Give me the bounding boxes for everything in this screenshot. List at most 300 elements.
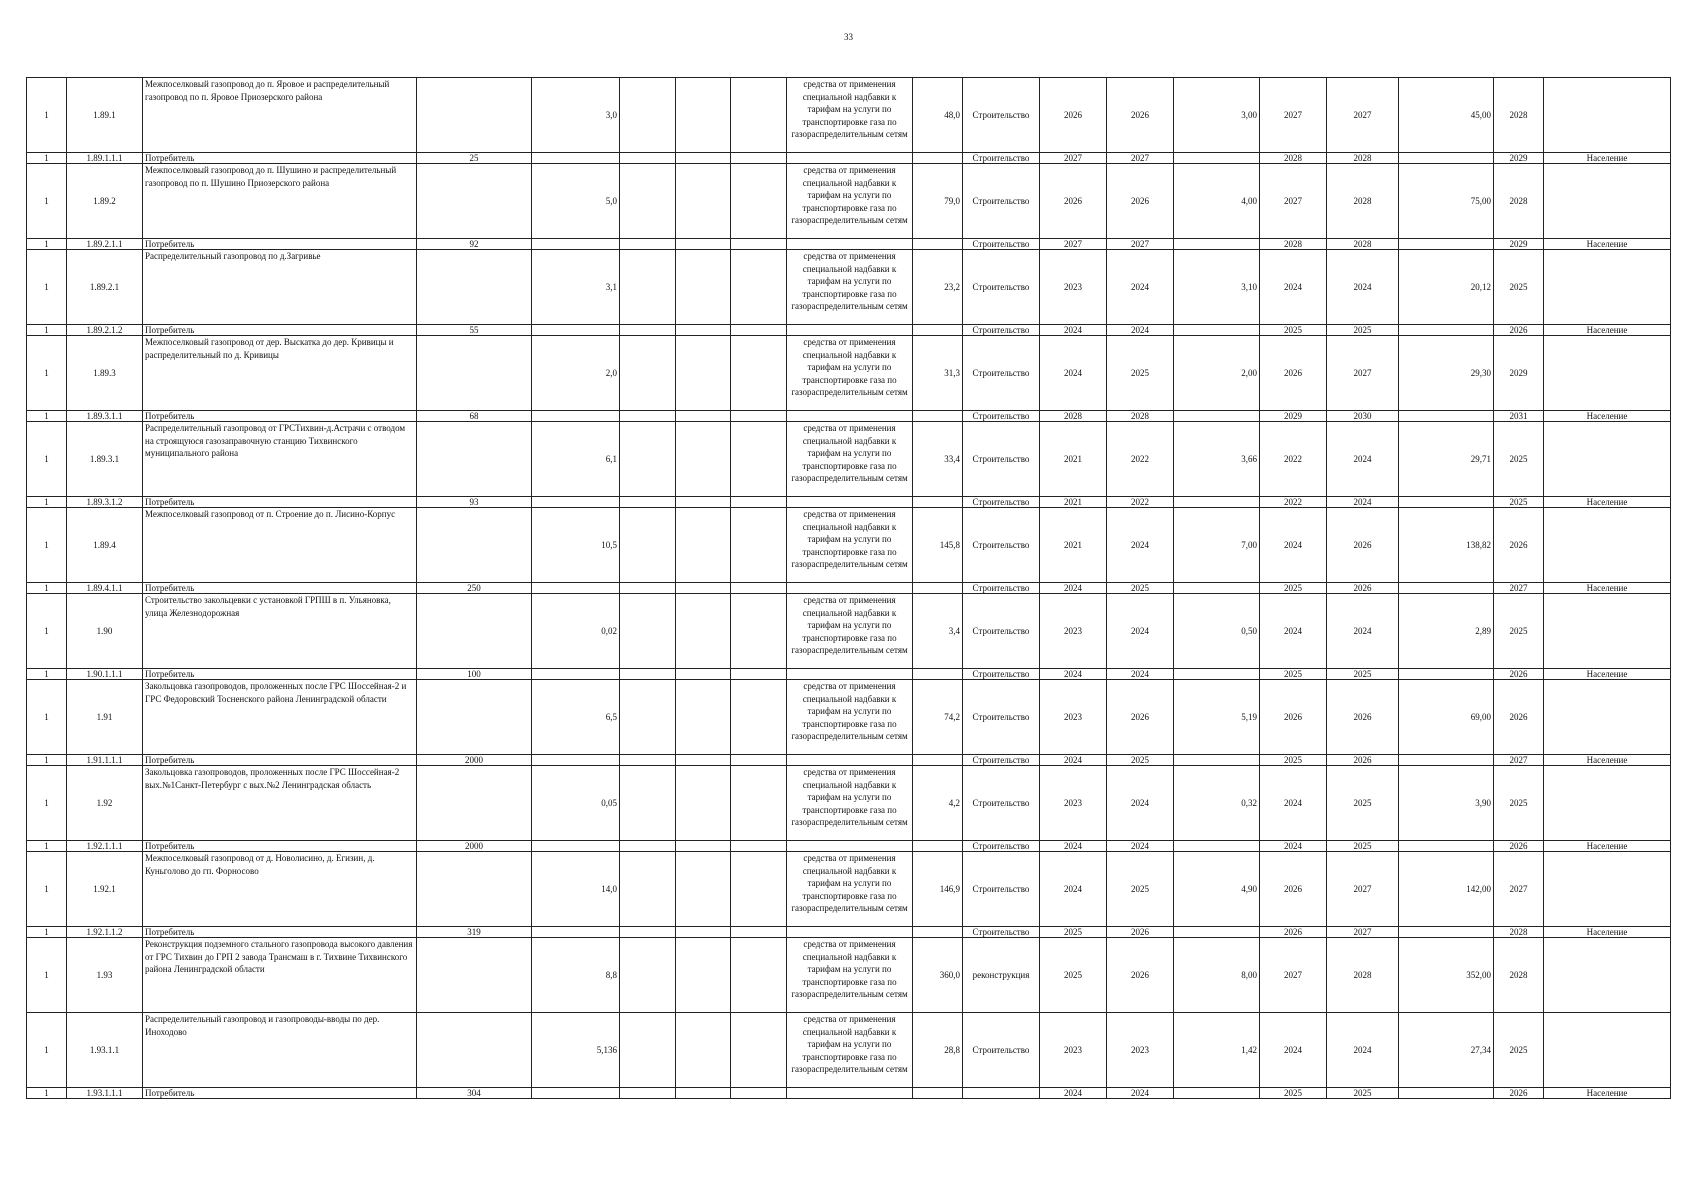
cell-empty: [731, 841, 787, 852]
cell-category: Население: [1544, 1088, 1671, 1099]
cell-length: [532, 583, 620, 594]
cell-year-start: 2027: [1040, 239, 1107, 250]
cell-year-start: 2024: [1040, 755, 1107, 766]
cell-category: Население: [1544, 927, 1671, 938]
table-body: [27, 78, 1671, 1099]
cell-commission-year: 2029: [1494, 153, 1544, 164]
cell-funding-source: средства от применения специальной надбавки к тарифам на услуги по транспортировке газа по газораспределительным сетям: [787, 594, 913, 669]
cell-value: 3,10: [1174, 250, 1260, 325]
cell-category: Население: [1544, 153, 1671, 164]
cell-empty: [731, 508, 787, 583]
cell-amount: 352,00: [1399, 938, 1494, 1013]
cell-work-type: Строительство: [963, 422, 1040, 497]
cell-work-type: Строительство: [963, 766, 1040, 841]
cell-work-type: Строительство: [963, 680, 1040, 755]
cell-year: 2027: [1327, 336, 1399, 411]
cell-quantity: 250: [417, 583, 532, 594]
cell-description: Закольцовка газопроводов, проложенных после ГРС Шоссейная-2 и ГРС Федоровский Тосненского района Ленинградской области: [143, 680, 417, 755]
cell-description: Потребитель: [143, 153, 417, 164]
cell-group: 1: [27, 927, 67, 938]
cell-empty: [676, 755, 731, 766]
cell-amount: [1399, 411, 1494, 422]
cell-cost: [913, 153, 963, 164]
cell-year: 2026: [1327, 508, 1399, 583]
cell-cost: 79,0: [913, 164, 963, 239]
cell-funding-source: средства от применения специальной надбавки к тарифам на услуги по транспортировке газа по газораспределительным сетям: [787, 422, 913, 497]
cell-commission-year: 2031: [1494, 411, 1544, 422]
cell-length: [532, 153, 620, 164]
table-row-consumer: [27, 583, 1671, 594]
cell-code: 1.89.2.1.1: [67, 239, 143, 250]
cell-year: 2028: [1327, 153, 1399, 164]
cell-funding-source: средства от применения специальной надбавки к тарифам на услуги по транспортировке газа по газораспределительным сетям: [787, 938, 913, 1013]
cell-empty: [620, 852, 676, 927]
cell-empty: [731, 766, 787, 841]
cell-empty: [731, 1013, 787, 1088]
cell-work-type: Строительство: [963, 153, 1040, 164]
cell-empty: [731, 927, 787, 938]
cell-cost: 33,4: [913, 422, 963, 497]
cell-value: 4,00: [1174, 164, 1260, 239]
cell-empty: [731, 852, 787, 927]
cell-category: Население: [1544, 239, 1671, 250]
cell-description: Потребитель: [143, 841, 417, 852]
cell-value: [1174, 497, 1260, 508]
cell-year: 2024: [1260, 594, 1327, 669]
cell-category: [1544, 78, 1671, 153]
cell-category: [1544, 766, 1671, 841]
cell-code: 1.89.2.1: [67, 250, 143, 325]
cell-length: 10,5: [532, 508, 620, 583]
cell-code: 1.89.3.1.1: [67, 411, 143, 422]
table-row-consumer: [27, 841, 1671, 852]
cell-funding-source: средства от применения специальной надбавки к тарифам на услуги по транспортировке газа по газораспределительным сетям: [787, 508, 913, 583]
cell-length: 3,0: [532, 78, 620, 153]
cell-length: [532, 841, 620, 852]
table-row-consumer: [27, 497, 1671, 508]
cell-group: 1: [27, 250, 67, 325]
cell-commission-year: 2027: [1494, 583, 1544, 594]
cell-year: 2029: [1260, 411, 1327, 422]
cell-value: [1174, 841, 1260, 852]
cell-empty: [731, 153, 787, 164]
table-row-consumer: [27, 325, 1671, 336]
cell-empty: [620, 766, 676, 841]
cell-commission-year: 2026: [1494, 680, 1544, 755]
cell-value: [1174, 411, 1260, 422]
cell-empty: [620, 841, 676, 852]
cell-year-end: 2022: [1107, 422, 1174, 497]
table-row-consumer: [27, 669, 1671, 680]
cell-commission-year: 2029: [1494, 239, 1544, 250]
cell-value: [1174, 583, 1260, 594]
cell-code: 1.89.3.1.2: [67, 497, 143, 508]
cell-year-end: 2026: [1107, 78, 1174, 153]
cell-length: 2,0: [532, 336, 620, 411]
cell-group: 1: [27, 583, 67, 594]
cell-empty: [620, 422, 676, 497]
cell-work-type: Строительство: [963, 669, 1040, 680]
table-row-consumer: [27, 239, 1671, 250]
cell-category: [1544, 164, 1671, 239]
cell-quantity: [417, 594, 532, 669]
cell-length: 5,136: [532, 1013, 620, 1088]
cell-group: 1: [27, 852, 67, 927]
cell-length: 6,5: [532, 680, 620, 755]
cell-year: 2024: [1260, 508, 1327, 583]
cell-amount: [1399, 239, 1494, 250]
cell-empty: [676, 153, 731, 164]
cell-funding-source: [787, 497, 913, 508]
cell-quantity: [417, 164, 532, 239]
cell-year: 2028: [1327, 239, 1399, 250]
cell-year-start: 2027: [1040, 153, 1107, 164]
cell-description: Потребитель: [143, 411, 417, 422]
cell-cost: 74,2: [913, 680, 963, 755]
cell-value: 7,00: [1174, 508, 1260, 583]
cell-length: 8,8: [532, 938, 620, 1013]
cell-cost: [913, 325, 963, 336]
cell-group: 1: [27, 508, 67, 583]
cell-group: 1: [27, 336, 67, 411]
cell-year: 2026: [1260, 680, 1327, 755]
cell-quantity: [417, 1013, 532, 1088]
cell-quantity: 68: [417, 411, 532, 422]
cell-amount: 142,00: [1399, 852, 1494, 927]
cell-value: [1174, 927, 1260, 938]
cell-empty: [731, 411, 787, 422]
cell-cost: 48,0: [913, 78, 963, 153]
cell-empty: [731, 325, 787, 336]
cell-cost: 23,2: [913, 250, 963, 325]
cell-empty: [620, 1088, 676, 1099]
cell-year: 2024: [1327, 497, 1399, 508]
cell-empty: [620, 78, 676, 153]
cell-code: 1.92.1: [67, 852, 143, 927]
cell-work-type: Строительство: [963, 497, 1040, 508]
cell-length: [532, 669, 620, 680]
cell-code: 1.89.3: [67, 336, 143, 411]
cell-empty: [676, 852, 731, 927]
cell-year: 2025: [1260, 325, 1327, 336]
cell-commission-year: 2028: [1494, 164, 1544, 239]
cell-year-end: 2025: [1107, 852, 1174, 927]
cell-group: 1: [27, 766, 67, 841]
cell-year-end: 2024: [1107, 594, 1174, 669]
cell-group: 1: [27, 669, 67, 680]
cell-quantity: 2000: [417, 755, 532, 766]
cell-year-end: 2025: [1107, 336, 1174, 411]
cell-category: Население: [1544, 755, 1671, 766]
cell-cost: [913, 1088, 963, 1099]
cell-year: 2025: [1260, 1088, 1327, 1099]
cell-year-end: 2026: [1107, 927, 1174, 938]
cell-empty: [676, 594, 731, 669]
cell-group: 1: [27, 325, 67, 336]
cell-commission-year: 2025: [1494, 594, 1544, 669]
cell-length: [532, 411, 620, 422]
cell-year-end: 2024: [1107, 841, 1174, 852]
cell-value: 4,90: [1174, 852, 1260, 927]
cell-group: 1: [27, 841, 67, 852]
cell-value: 3,00: [1174, 78, 1260, 153]
cell-year-start: 2021: [1040, 422, 1107, 497]
cell-funding-source: [787, 411, 913, 422]
cell-work-type: Строительство: [963, 594, 1040, 669]
cell-description: Межпоселковый газопровод от д. Новолисино, д. Егизин, д. Куньголово до гп. Форносово: [143, 852, 417, 927]
cell-year: 2026: [1327, 755, 1399, 766]
cell-empty: [620, 680, 676, 755]
cell-funding-source: средства от применения специальной надбавки к тарифам на услуги по транспортировке газа по газораспределительным сетям: [787, 164, 913, 239]
cell-value: 5,19: [1174, 680, 1260, 755]
cell-year: 2024: [1260, 1013, 1327, 1088]
cell-empty: [676, 1088, 731, 1099]
cell-group: 1: [27, 153, 67, 164]
cell-work-type: Строительство: [963, 78, 1040, 153]
cell-length: [532, 325, 620, 336]
cell-year: 2027: [1327, 927, 1399, 938]
cell-empty: [620, 497, 676, 508]
cell-description: Потребитель: [143, 755, 417, 766]
cell-work-type: Строительство: [963, 841, 1040, 852]
cell-empty: [731, 497, 787, 508]
cell-group: 1: [27, 411, 67, 422]
cell-work-type: Строительство: [963, 336, 1040, 411]
cell-work-type: Строительство: [963, 164, 1040, 239]
cell-year-start: 2024: [1040, 583, 1107, 594]
cell-description: Строительство закольцевки с установкой ГРПШ в п. Ульяновка, улица Железнодорожная: [143, 594, 417, 669]
cell-amount: 29,30: [1399, 336, 1494, 411]
cell-year-start: 2026: [1040, 78, 1107, 153]
cell-code: 1.89.4: [67, 508, 143, 583]
cell-funding-source: средства от применения специальной надбавки к тарифам на услуги по транспортировке газа по газораспределительным сетям: [787, 78, 913, 153]
cell-empty: [620, 250, 676, 325]
cell-funding-source: средства от применения специальной надбавки к тарифам на услуги по транспортировке газа по газораспределительным сетям: [787, 680, 913, 755]
cell-code: 1.93: [67, 938, 143, 1013]
cell-empty: [731, 755, 787, 766]
table-row-project: [27, 422, 1671, 497]
cell-empty: [731, 938, 787, 1013]
cell-empty: [620, 594, 676, 669]
cell-quantity: [417, 680, 532, 755]
cell-year-end: 2026: [1107, 938, 1174, 1013]
table-row-project: [27, 164, 1671, 239]
cell-description: Потребитель: [143, 583, 417, 594]
cell-year: 2027: [1327, 852, 1399, 927]
cell-funding-source: средства от применения специальной надбавки к тарифам на услуги по транспортировке газа по газораспределительным сетям: [787, 336, 913, 411]
cell-cost: [913, 239, 963, 250]
cell-empty: [620, 508, 676, 583]
cell-description: Потребитель: [143, 927, 417, 938]
cell-description: Распределительный газопровод от ГРСТихвин-д.Астрачи с отводом на строящуюся газозаправочную станцию Тихвинского муниципального района: [143, 422, 417, 497]
cell-value: [1174, 755, 1260, 766]
cell-amount: [1399, 927, 1494, 938]
cell-cost: 360,0: [913, 938, 963, 1013]
cell-work-type: Строительство: [963, 508, 1040, 583]
cell-value: 0,50: [1174, 594, 1260, 669]
cell-year-start: 2025: [1040, 927, 1107, 938]
cell-value: [1174, 325, 1260, 336]
cell-work-type: Строительство: [963, 755, 1040, 766]
cell-year: 2024: [1327, 422, 1399, 497]
cell-empty: [620, 927, 676, 938]
cell-amount: 2,89: [1399, 594, 1494, 669]
cell-code: 1.93.1.1: [67, 1013, 143, 1088]
cell-commission-year: 2029: [1494, 336, 1544, 411]
cell-category: Население: [1544, 497, 1671, 508]
cell-year: 2025: [1327, 841, 1399, 852]
cell-empty: [620, 325, 676, 336]
cell-empty: [620, 755, 676, 766]
cell-category: [1544, 422, 1671, 497]
cell-category: Население: [1544, 841, 1671, 852]
cell-length: 3,1: [532, 250, 620, 325]
cell-category: [1544, 852, 1671, 927]
cell-year: 2026: [1260, 336, 1327, 411]
cell-work-type: Строительство: [963, 927, 1040, 938]
cell-group: 1: [27, 164, 67, 239]
cell-quantity: 92: [417, 239, 532, 250]
cell-year: 2025: [1260, 583, 1327, 594]
cell-empty: [620, 669, 676, 680]
table-row-project: [27, 78, 1671, 153]
cell-category: Население: [1544, 669, 1671, 680]
cell-amount: 3,90: [1399, 766, 1494, 841]
cell-empty: [676, 411, 731, 422]
cell-description: Потребитель: [143, 669, 417, 680]
cell-year-end: 2026: [1107, 164, 1174, 239]
cell-amount: 29,71: [1399, 422, 1494, 497]
cell-group: 1: [27, 239, 67, 250]
cell-cost: 145,8: [913, 508, 963, 583]
cell-commission-year: 2025: [1494, 1013, 1544, 1088]
cell-description: Потребитель: [143, 497, 417, 508]
cell-year: 2026: [1260, 927, 1327, 938]
cell-year: 2026: [1327, 680, 1399, 755]
cell-commission-year: 2027: [1494, 852, 1544, 927]
cell-value: 2,00: [1174, 336, 1260, 411]
table-row-consumer: [27, 927, 1671, 938]
cell-empty: [676, 325, 731, 336]
cell-value: 1,42: [1174, 1013, 1260, 1088]
cell-group: 1: [27, 497, 67, 508]
cell-funding-source: [787, 841, 913, 852]
cell-work-type: Строительство: [963, 852, 1040, 927]
cell-cost: [913, 755, 963, 766]
cell-quantity: [417, 852, 532, 927]
cell-year: 2028: [1260, 153, 1327, 164]
cell-category: Население: [1544, 411, 1671, 422]
table-row-project: [27, 938, 1671, 1013]
cell-description: Закольцовка газопроводов, проложенных после ГРС Шоссейная-2 вых.№1Санкт-Петербург с вых.№2 Ленинградская область: [143, 766, 417, 841]
cell-year-start: 2023: [1040, 1013, 1107, 1088]
cell-empty: [620, 1013, 676, 1088]
cell-code: 1.90: [67, 594, 143, 669]
cell-funding-source: [787, 1088, 913, 1099]
cell-funding-source: средства от применения специальной надбавки к тарифам на услуги по транспортировке газа по газораспределительным сетям: [787, 766, 913, 841]
investment-program-table: [26, 77, 1671, 1099]
cell-year: 2028: [1327, 164, 1399, 239]
cell-year-start: 2024: [1040, 852, 1107, 927]
cell-year-start: 2023: [1040, 594, 1107, 669]
cell-commission-year: 2026: [1494, 1088, 1544, 1099]
cell-code: 1.92.1.1.1: [67, 841, 143, 852]
cell-description: Распределительный газопровод и газопроводы-вводы по дер. Иноходово: [143, 1013, 417, 1088]
cell-cost: 31,3: [913, 336, 963, 411]
cell-value: [1174, 669, 1260, 680]
cell-cost: [913, 497, 963, 508]
cell-amount: [1399, 669, 1494, 680]
cell-year-end: 2024: [1107, 669, 1174, 680]
cell-empty: [676, 583, 731, 594]
cell-description: Потребитель: [143, 239, 417, 250]
table-row-consumer: [27, 755, 1671, 766]
cell-commission-year: 2026: [1494, 669, 1544, 680]
cell-funding-source: [787, 325, 913, 336]
cell-year: 2028: [1260, 239, 1327, 250]
cell-year: 2026: [1327, 583, 1399, 594]
cell-empty: [676, 938, 731, 1013]
table-row-consumer: [27, 153, 1671, 164]
cell-empty: [676, 680, 731, 755]
cell-year-end: 2024: [1107, 250, 1174, 325]
page-number: 33: [844, 32, 853, 42]
cell-work-type: Строительство: [963, 250, 1040, 325]
cell-code: 1.89.2: [67, 164, 143, 239]
cell-year-end: 2026: [1107, 680, 1174, 755]
cell-length: [532, 497, 620, 508]
cell-empty: [676, 766, 731, 841]
cell-year-start: 2023: [1040, 766, 1107, 841]
cell-funding-source: [787, 239, 913, 250]
cell-code: 1.89.2.1.2: [67, 325, 143, 336]
cell-code: 1.93.1.1.1: [67, 1088, 143, 1099]
cell-empty: [676, 336, 731, 411]
cell-cost: [913, 669, 963, 680]
cell-funding-source: средства от применения специальной надбавки к тарифам на услуги по транспортировке газа по газораспределительным сетям: [787, 852, 913, 927]
cell-quantity: 304: [417, 1088, 532, 1099]
cell-value: [1174, 1088, 1260, 1099]
cell-quantity: 2000: [417, 841, 532, 852]
cell-category: [1544, 594, 1671, 669]
cell-commission-year: 2027: [1494, 755, 1544, 766]
cell-amount: [1399, 497, 1494, 508]
cell-empty: [676, 239, 731, 250]
cell-length: 6,1: [532, 422, 620, 497]
cell-group: 1: [27, 594, 67, 669]
cell-work-type: [963, 1088, 1040, 1099]
cell-empty: [620, 583, 676, 594]
cell-quantity: 100: [417, 669, 532, 680]
cell-amount: [1399, 755, 1494, 766]
cell-empty: [731, 164, 787, 239]
cell-quantity: [417, 508, 532, 583]
cell-cost: [913, 411, 963, 422]
cell-year-end: 2028: [1107, 411, 1174, 422]
cell-funding-source: [787, 755, 913, 766]
cell-year-start: 2024: [1040, 336, 1107, 411]
cell-year: 2025: [1327, 669, 1399, 680]
cell-empty: [731, 239, 787, 250]
cell-year: 2022: [1260, 422, 1327, 497]
cell-length: [532, 927, 620, 938]
cell-group: 1: [27, 755, 67, 766]
cell-empty: [676, 422, 731, 497]
cell-year: 2027: [1327, 78, 1399, 153]
cell-year-end: 2022: [1107, 497, 1174, 508]
cell-value: [1174, 153, 1260, 164]
table-row-project: [27, 336, 1671, 411]
